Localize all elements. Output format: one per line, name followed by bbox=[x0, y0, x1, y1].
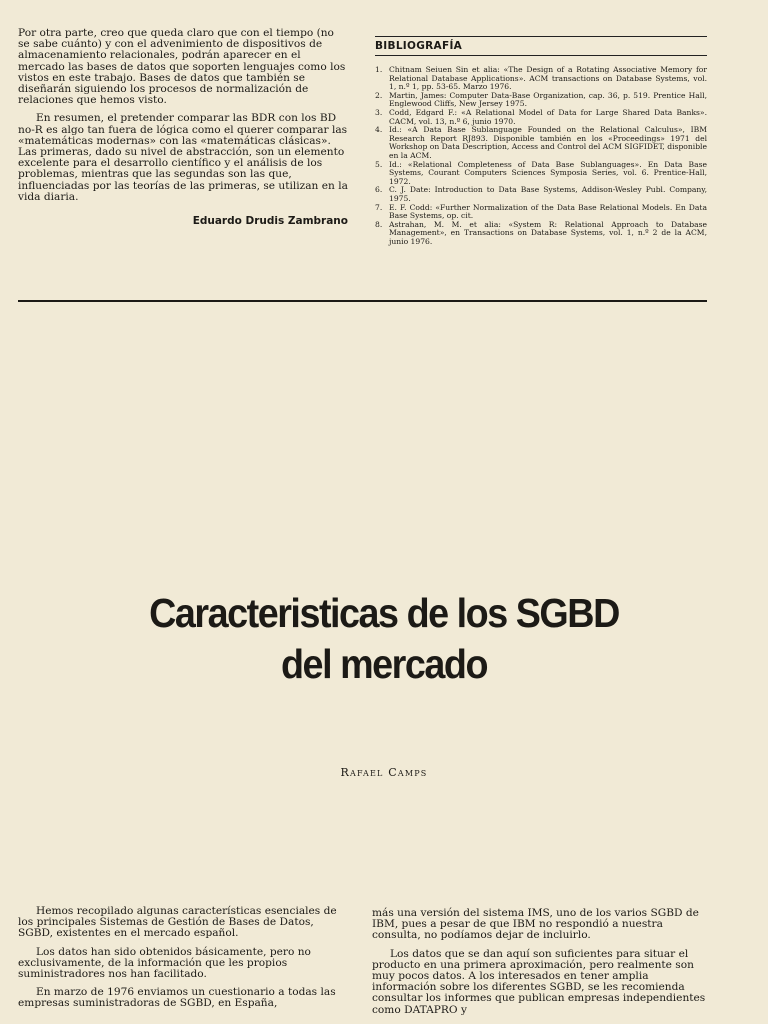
entry-number: 1. bbox=[375, 65, 383, 74]
bibliography-heading: BIBLIOGRAFÍA bbox=[375, 40, 463, 52]
bibliography-top-rule bbox=[375, 36, 707, 37]
entry-number: 7. bbox=[375, 202, 383, 212]
article-title bbox=[31, 588, 738, 690]
body-paragraph: Los datos han sido obtenidos básicamente, pero no exclusivamente, de la información que les propios suministradores nos han facilitado. bbox=[18, 945, 311, 981]
bibliography-entry bbox=[375, 204, 707, 221]
author-signature: Eduardo Drudis Zambrano bbox=[192, 215, 348, 228]
bibliography-bottom-rule bbox=[375, 55, 707, 56]
entry-number: 8. bbox=[375, 219, 383, 229]
entry-text: Id.: «Relational Completeness of Data Base Sublanguages». En Data Base Systems, Courant Computers Sciences Symposia Series, vol. 6. Prentice-Hall, 1972. bbox=[389, 159, 707, 186]
bibliography-entry bbox=[375, 186, 707, 203]
closing-section bbox=[18, 28, 348, 227]
body-paragraph: Los datos que se dan aquí son suficientes para situar el producto en una primera aproximación, pero realmente son muy pocos datos. A los interesados en tener amplia información sobre los diferentes SGBD, se les recomienda consultar los informes que publican empresas independientes como DATAPRO y bbox=[372, 947, 706, 1016]
closing-paragraph: En resumen, el pretender comparar las BDR con los BD no-R es algo tan fuera de lógica como el querer comparar las «matemáticas modernas» con las «matemáticas clásicas». Las primeras, dado su nivel de abstracción, son un elemento excelente para el desarrollo científico y el análisis de los problemas, mientras que las segundas son las que, influenciadas por las teorías de las primeras, se utilizan en la vida diaria. bbox=[18, 112, 348, 203]
body-paragraph: más una versión del sistema IMS, uno de los varios SGBD de IBM, pues a pesar de que IBM no respondió a nuestra consulta, no podíamos dejar de incluirlo. bbox=[372, 907, 699, 942]
entry-number: 2. bbox=[375, 90, 383, 100]
article-title-line: del mercado bbox=[280, 641, 488, 687]
bibliography-list bbox=[375, 66, 707, 246]
entry-text: Codd, Edgard F.: «A Relational Model of Data for Large Shared Data Banks». CACM, vol. 13, n.º 6, junio 1970. bbox=[389, 107, 707, 126]
body-column-left bbox=[18, 906, 346, 1010]
body-paragraph: Hemos recopilado algunas características esenciales de los principales Sistemas de Gestión de Bases de Datos, SGBD, existentes en el mercado español. bbox=[18, 905, 337, 940]
entry-text: Martin, James: Computer Data-Base Organization, cap. 36, p. 519. Prentice Hall, Englewood Cliffs, New Jersey 1975. bbox=[389, 90, 707, 109]
entry-text: Id.: «A Data Base Sublanguage Founded on the Relational Calculus», IBM Research Report RJ893. Disponible también en los «Proceedings» 1971 del Workshop on Data Description, Access and Control del ACM SIGFIDET, disponible en la ACM. bbox=[389, 125, 707, 160]
entry-number: 4. bbox=[375, 125, 383, 135]
article-author: Rafael Camps bbox=[340, 766, 428, 779]
entry-number: 5. bbox=[375, 159, 383, 169]
entry-text: E. F. Codd: «Further Normalization of the Data Base Relational Models. En Data Base Systems, op. cit. bbox=[389, 202, 707, 221]
bibliography-entry bbox=[375, 221, 707, 247]
section-divider bbox=[18, 300, 707, 302]
bibliography-entry bbox=[375, 109, 707, 126]
entry-text: C. J. Date: Introduction to Data Base Systems, Addison-Wesley Publ. Company, 1975. bbox=[389, 185, 707, 203]
bibliography-section bbox=[375, 36, 707, 246]
body-column-right bbox=[372, 908, 706, 1016]
closing-paragraph: Por otra parte, creo que queda claro que con el tiempo (no se sabe cuánto) y con el advenimiento de dispositivos de almacenamiento relacionales, podrán aparecer en el mercado las bases de datos que soporten lenguajes como los vistos en este trabajo. Bases de datos que también se diseñarán siguiendo los procesos de normalización de relaciones que hemos visto. bbox=[18, 27, 346, 107]
bibliography-entry bbox=[375, 161, 707, 187]
entry-text: Astrahan, M. M. et alia: «System R: Relational Approach to Database Management», en Transactions on Database Systems, vol. 1, n.º 2 de la ACM, junio 1976. bbox=[389, 219, 707, 246]
bibliography-entry bbox=[375, 92, 707, 109]
entry-text: Chitnam Seiuen Sin et alia: «The Design of a Rotating Associative Memory for Relational Database Applications». ACM transactions on Database Systems, vol. 1, n.º 1, pp. 53-65. Marzo 1976. bbox=[389, 65, 707, 92]
entry-number: 6. bbox=[375, 185, 383, 195]
bibliography-entry bbox=[375, 126, 707, 160]
entry-number: 3. bbox=[375, 107, 383, 117]
article-title-line: Caracteristicas de los SGBD bbox=[149, 590, 619, 636]
bibliography-entry bbox=[375, 66, 707, 92]
body-paragraph: En marzo de 1976 enviamos un cuestionario a todas las empresas suministradoras de SGBD, en España, bbox=[18, 986, 336, 1010]
